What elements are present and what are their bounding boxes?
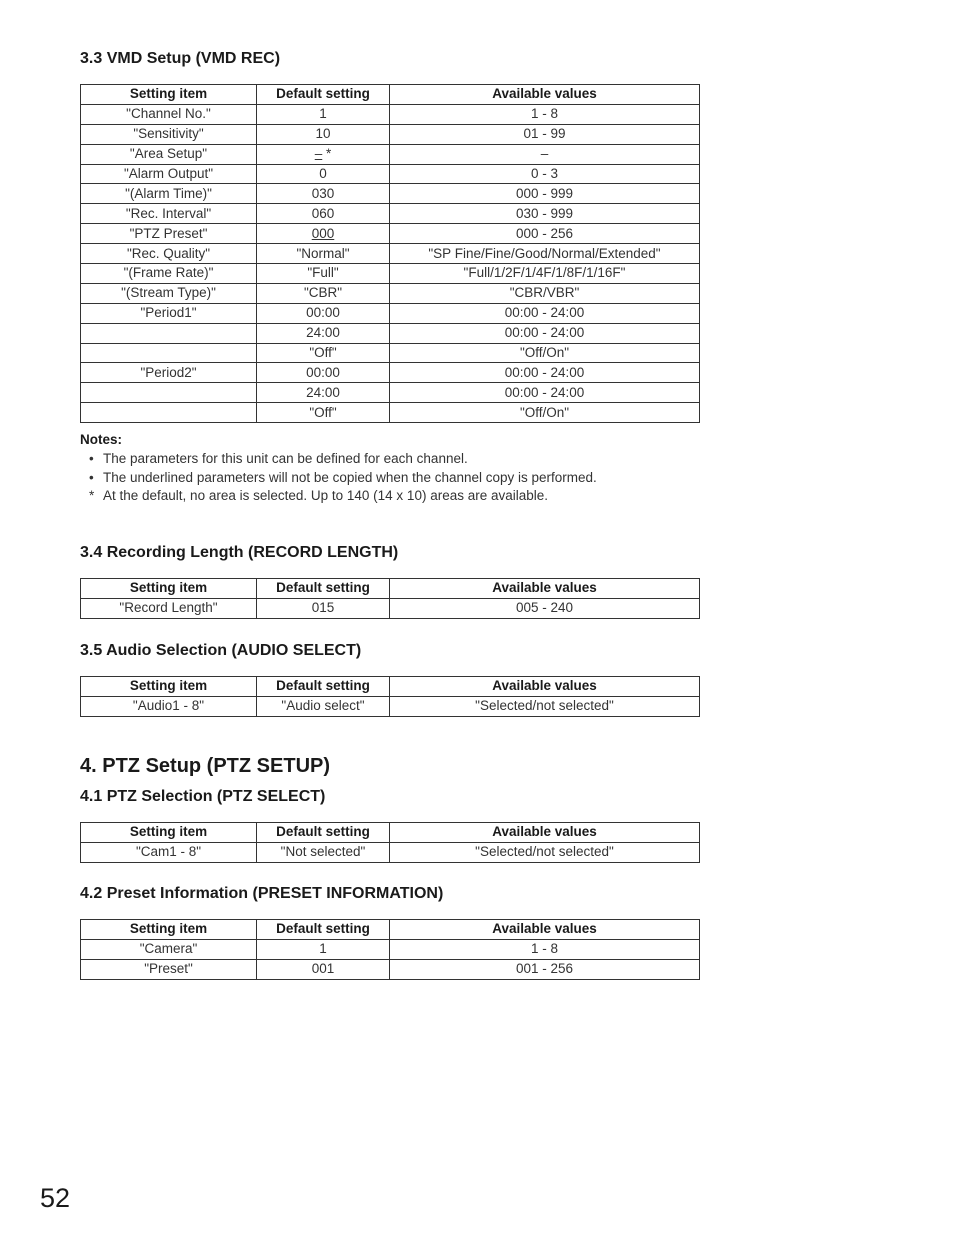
section-4-title: 4. PTZ Setup (PTZ SETUP) — [80, 755, 331, 777]
note-text: The underlined parameters will not be copied when the channel copy is performed. — [103, 469, 597, 485]
section-4-1-title: 4.1 PTZ Selection (PTZ SELECT) — [80, 788, 326, 805]
cell-setting-item: "Cam1 - 8" — [81, 842, 257, 862]
record-length-table — [80, 578, 700, 619]
bullet-icon: • — [89, 469, 94, 485]
header-default-setting: Default setting — [257, 920, 390, 940]
cell-setting-item: "Record Length" — [81, 598, 257, 618]
table-row — [81, 842, 700, 862]
cell-setting-item: "Period2" — [81, 363, 257, 383]
cell-available-values: – — [390, 144, 700, 164]
cell-default-setting: 00:00 — [257, 303, 390, 323]
cell-default-setting: "Off" — [257, 403, 390, 423]
table-header-row — [81, 823, 700, 843]
underlined-value: 000 — [311, 225, 335, 241]
table-row — [81, 264, 700, 284]
cell-available-values: 0 - 3 — [390, 164, 700, 184]
cell-setting-item: "Audio1 - 8" — [81, 696, 257, 716]
cell-setting-item — [81, 403, 257, 423]
header-default-setting: Default setting — [257, 823, 390, 843]
table-row — [81, 303, 700, 323]
cell-setting-item — [81, 383, 257, 403]
cell-available-values: "Off/On" — [390, 343, 700, 363]
cell-available-values: "CBR/VBR" — [390, 283, 700, 303]
cell-setting-item — [81, 323, 257, 343]
cell-available-values: 005 - 240 — [390, 598, 700, 618]
cell-available-values: "Selected/not selected" — [390, 696, 700, 716]
header-default-setting: Default setting — [257, 677, 390, 697]
cell-setting-item: "Period1" — [81, 303, 257, 323]
header-setting-item: Setting item — [81, 579, 257, 599]
section-3-3-title: 3.3 VMD Setup (VMD REC) — [80, 50, 281, 67]
cell-default-setting: 060 — [257, 204, 390, 224]
note-item — [80, 450, 597, 469]
notes-heading: Notes: — [80, 432, 123, 447]
section-4-2-title: 4.2 Preset Information (PRESET INFORMATION) — [80, 885, 444, 902]
header-available-values: Available values — [390, 677, 700, 697]
table-row — [81, 343, 700, 363]
table-row — [81, 939, 700, 959]
cell-default-setting: "Normal" — [257, 244, 390, 264]
cell-setting-item: "Alarm Output" — [81, 164, 257, 184]
cell-default-setting: "Not selected" — [257, 842, 390, 862]
cell-available-values: 000 - 999 — [390, 184, 700, 204]
table-header-row — [81, 85, 700, 105]
cell-setting-item: "Rec. Interval" — [81, 204, 257, 224]
cell-setting-item: "Camera" — [81, 939, 257, 959]
table-row — [81, 104, 700, 124]
table-row — [81, 283, 700, 303]
table-row — [81, 164, 700, 184]
header-available-values: Available values — [390, 823, 700, 843]
vmd-setup-table — [80, 84, 700, 423]
table-row — [81, 959, 700, 979]
cell-setting-item: "Channel No." — [81, 104, 257, 124]
cell-available-values: 00:00 - 24:00 — [390, 363, 700, 383]
note-item — [80, 469, 597, 488]
notes-block — [80, 432, 597, 506]
cell-default-setting: "Audio select" — [257, 696, 390, 716]
preset-information-table — [80, 919, 700, 980]
header-available-values: Available values — [390, 920, 700, 940]
cell-available-values: "SP Fine/Fine/Good/Normal/Extended" — [390, 244, 700, 264]
cell-default-setting: 1 — [257, 939, 390, 959]
cell-available-values: 000 - 256 — [390, 224, 700, 244]
note-text: The parameters for this unit can be defined for each channel. — [103, 451, 468, 466]
underlined-value: – — [314, 146, 323, 162]
cell-setting-item: "PTZ Preset" — [81, 224, 257, 244]
cell-default-setting: 030 — [257, 184, 390, 204]
cell-available-values: 01 - 99 — [390, 124, 700, 144]
cell-available-values: 1 - 8 — [390, 104, 700, 124]
table-row — [81, 224, 700, 244]
cell-default-setting: – * — [257, 144, 390, 164]
cell-default-setting: 001 — [257, 959, 390, 979]
header-setting-item: Setting item — [81, 85, 257, 105]
cell-available-values: 00:00 - 24:00 — [390, 383, 700, 403]
table-row — [81, 696, 700, 716]
header-setting-item: Setting item — [81, 823, 257, 843]
section-3-5-title: 3.5 Audio Selection (AUDIO SELECT) — [80, 642, 362, 659]
cell-available-values: "Selected/not selected" — [390, 842, 700, 862]
cell-setting-item: "Rec. Quality" — [81, 244, 257, 264]
audio-select-table — [80, 676, 700, 717]
table-row — [81, 124, 700, 144]
header-available-values: Available values — [390, 579, 700, 599]
cell-default-setting: 1 — [257, 104, 390, 124]
cell-available-values: 00:00 - 24:00 — [390, 323, 700, 343]
cell-default-setting: 10 — [257, 124, 390, 144]
cell-default-setting: "Full" — [257, 264, 390, 284]
cell-available-values: "Full/1/2F/1/4F/1/8F/1/16F" — [390, 264, 700, 284]
cell-default-setting: 0 — [257, 164, 390, 184]
table-row — [81, 144, 700, 164]
cell-default-setting: "CBR" — [257, 283, 390, 303]
cell-available-values: "Off/On" — [390, 403, 700, 423]
ptz-select-table — [80, 822, 700, 863]
header-available-values: Available values — [390, 85, 700, 105]
table-row — [81, 598, 700, 618]
cell-setting-item: "(Stream Type)" — [81, 283, 257, 303]
table-row — [81, 363, 700, 383]
bullet-icon: • — [89, 451, 94, 466]
cell-default-setting — [257, 224, 390, 244]
header-default-setting: Default setting — [257, 85, 390, 105]
table-row — [81, 323, 700, 343]
page-number: 52 — [40, 1183, 71, 1213]
cell-setting-item — [81, 343, 257, 363]
cell-setting-item: "(Frame Rate)" — [81, 264, 257, 284]
header-default-setting: Default setting — [257, 579, 390, 599]
section-3-4-title: 3.4 Recording Length (RECORD LENGTH) — [80, 544, 399, 561]
table-row — [81, 184, 700, 204]
table-header-row — [81, 920, 700, 940]
note-item — [80, 487, 597, 506]
cell-available-values: 001 - 256 — [390, 959, 700, 979]
table-row — [81, 204, 700, 224]
table-row — [81, 383, 700, 403]
table-row — [81, 244, 700, 264]
cell-setting-item: "Preset" — [81, 959, 257, 979]
cell-default-setting: 00:00 — [257, 363, 390, 383]
table-row — [81, 403, 700, 423]
cell-available-values: 00:00 - 24:00 — [390, 303, 700, 323]
cell-available-values: 030 - 999 — [390, 204, 700, 224]
cell-default-setting: 015 — [257, 598, 390, 618]
header-setting-item: Setting item — [81, 677, 257, 697]
cell-setting-item: "Area Setup" — [81, 144, 257, 164]
header-setting-item: Setting item — [81, 920, 257, 940]
cell-default-setting: "Off" — [257, 343, 390, 363]
cell-default-setting: 24:00 — [257, 323, 390, 343]
asterisk-icon: * — [89, 488, 95, 503]
note-text: At the default, no area is selected. Up to 140 (14 x 10) areas are available. — [103, 488, 549, 503]
table-header-row — [81, 579, 700, 599]
table-header-row — [81, 677, 700, 697]
cell-setting-item: "(Alarm Time)" — [81, 184, 257, 204]
cell-setting-item: "Sensitivity" — [81, 124, 257, 144]
cell-default-setting: 24:00 — [257, 383, 390, 403]
cell-available-values: 1 - 8 — [390, 939, 700, 959]
